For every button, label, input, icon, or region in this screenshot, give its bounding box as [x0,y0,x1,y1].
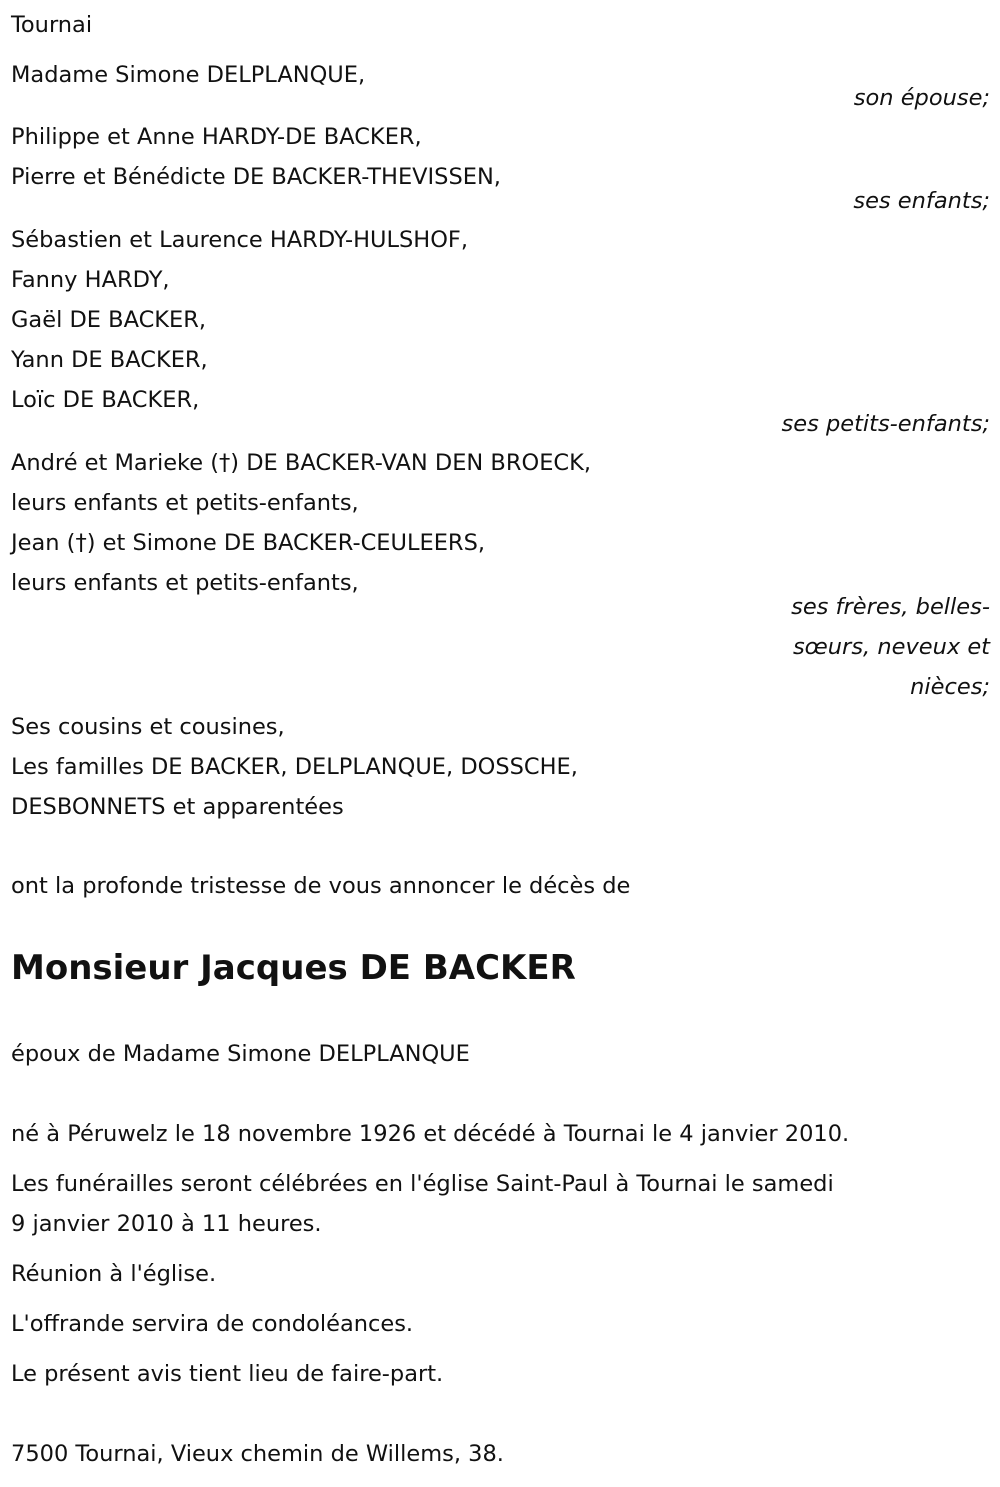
name-line: Jean (†) et Simone DE BACKER-CEULEERS, [11,530,486,556]
city: Tournai [11,12,93,38]
text-line: 9 janvier 2010 à 11 heures. [11,1211,322,1237]
address: 7500 Tournai, Vieux chemin de Willems, 38. [11,1441,504,1467]
birth-death: né à Péruwelz le 18 novembre 1926 et décédé à Tournai le 4 janvier 2010. [11,1121,850,1147]
spouse-names [11,55,365,95]
name-line: leurs enfants et petits-enfants, [11,490,359,516]
text-line: Ses cousins et cousines, [11,714,285,740]
name-line: Sébastien et Laurence HARDY-HULSHOF, [11,227,469,253]
role-line: sœurs, neveux et [792,634,990,660]
name-line: Philippe et Anne HARDY-DE BACKER, [11,124,422,150]
spouse-role: son épouse; [853,85,990,111]
name-line: Gaël DE BACKER, [11,307,207,333]
name-line: André et Marieke (†) DE BACKER-VAN DEN BROECK, [11,450,592,476]
name-line: Pierre et Bénédicte DE BACKER-THEVISSEN, [11,164,501,190]
name-line: Yann DE BACKER, [11,347,208,373]
grandchildren-names [11,220,468,420]
name-line: leurs enfants et petits-enfants, [11,570,359,596]
offering-info: L'offrande servira de condoléances. [11,1311,414,1337]
role-line: ses frères, belles- [791,594,990,620]
grandchildren-role: ses petits-enfants; [781,411,990,437]
role-line: nièces; [910,674,990,700]
children-names [11,117,501,197]
text-line: DESBONNETS et apparentées [11,794,344,820]
siblings-role [791,587,990,707]
siblings-names [11,443,591,603]
name-line: Fanny HARDY, [11,267,170,293]
notice-info: Le présent avis tient lieu de faire-part. [11,1361,444,1387]
funeral-info [11,1164,834,1244]
spouse-of: époux de Madame Simone DELPLANQUE [11,1041,470,1067]
meeting-info: Réunion à l'église. [11,1261,217,1287]
text-line: Les familles DE BACKER, DELPLANQUE, DOSSCHE, [11,754,578,780]
children-role: ses enfants; [853,188,990,214]
other-relatives [11,707,578,827]
name-line: Loïc DE BACKER, [11,387,200,413]
announcement: ont la profonde tristesse de vous annoncer le décès de [11,873,631,899]
name-line: Madame Simone DELPLANQUE, [11,62,366,88]
text-line: Les funérailles seront célébrées en l'église Saint-Paul à Tournai le samedi [11,1171,834,1197]
deceased-name: Monsieur Jacques DE BACKER [11,948,576,988]
